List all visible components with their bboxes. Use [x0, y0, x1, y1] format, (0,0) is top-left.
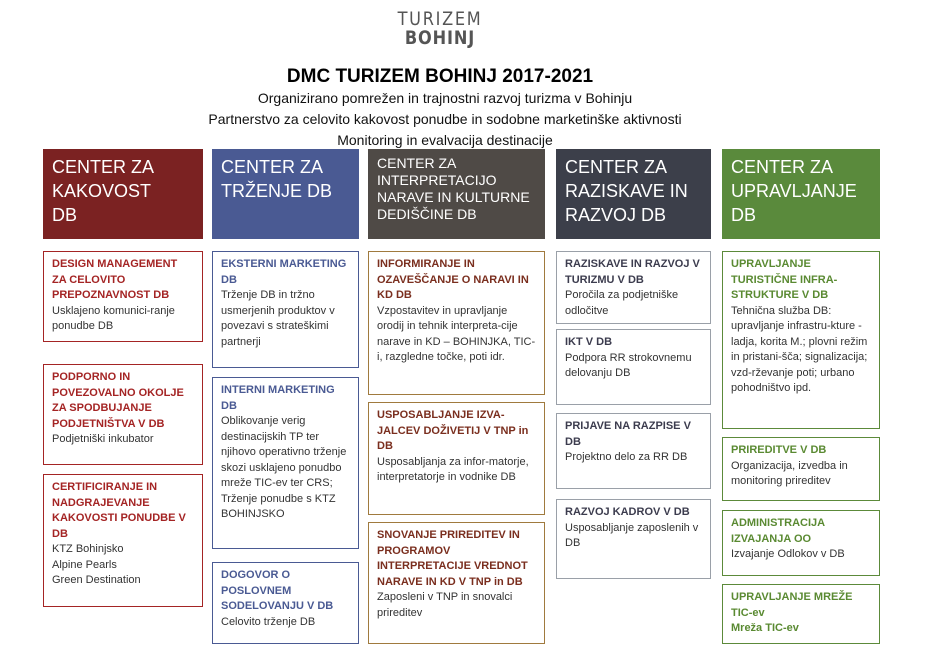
box-title: INTERNI MARKETING DB [221, 384, 335, 412]
box-title: PRIJAVE NA RAZPISE V DB [565, 420, 691, 448]
logo-line-1: TURIZEM [397, 8, 483, 30]
box-ikt [556, 329, 711, 405]
box-razvoj-kadrov [556, 499, 711, 579]
turizem-bohinj-logo [380, 8, 500, 49]
box-title: SNOVANJE PRIREDITEV IN PROGRAMOV INTERPRETACIJE VREDNOT NARAVE IN KD V TNP in DB [377, 529, 528, 588]
box-body: Oblikovanje verig destinacijskih TP ter njihovo operativno trženje skozi usklajeno ponudbo mreže TIC-ev ter CRS; Trženje ponudbe s KTZ BOHINJSKO [221, 415, 347, 520]
box-interni-marketing [212, 377, 359, 549]
box-body: Celovito trženje DB [221, 615, 316, 628]
subtitle-1: Organizirano pomrežen in trajnostni razvoj turizma v Bohinju [257, 90, 633, 106]
box-prireditve [722, 437, 880, 501]
box-title: EKSTERNI MARKETING DB [221, 258, 347, 286]
box-title: DOGOVOR O POSLOVNEM SODELOVANJU V DB [221, 569, 334, 612]
box-body: Trženje DB in tržno usmerjenih produktov v povezavi s strateškimi partnerji [221, 289, 335, 348]
header-center-upravljanje: CENTER ZA UPRAVLJANJE DB [722, 149, 880, 239]
header-center-trzenje: CENTER ZA TRŽENJE DB [212, 149, 359, 239]
box-body: Usklajeno komunici-ranje ponudbe DB [52, 304, 175, 332]
box-podporno-okolje [43, 364, 203, 465]
box-snovanje-prireditev [368, 522, 545, 644]
box-administracija [722, 510, 880, 576]
box-body: Organizacija, izvedba in monitoring prireditev [731, 459, 848, 487]
box-title: IKT V DB [565, 336, 613, 348]
box-title: CERTIFICIRANJE IN NADGRAJEVANJE KAKOVOSTI PONUDBE V DB [52, 481, 186, 540]
box-body: KTZ Bohinjsko Alpine Pearls Green Destination [52, 543, 141, 586]
subtitle-3: Monitoring in evalvacija destinacije [337, 132, 553, 148]
box-certificiranje [43, 474, 203, 607]
box-title: USPOSABLJANJE IZVA-JALCEV DOŽIVETIJ V TNP in DB [377, 409, 529, 452]
page-title: DMC TURIZEM BOHINJ 2017-2021 [286, 66, 594, 87]
box-title: UPRAVLJANJE TURISTIČNE INFRA-STRUKTURE V DB [731, 258, 838, 301]
box-body: Izvajanje Odlokov v DB [731, 548, 845, 560]
header-center-raziskave: CENTER ZA RAZISKAVE IN RAZVOJ DB [556, 149, 711, 239]
box-title: INFORMIRANJE IN OZAVEŠČANJE O NARAVI IN KD DB [377, 258, 529, 301]
box-body: Usposabljanja za infor-matorje, interpretatorje in vodnike DB [377, 455, 529, 483]
box-body: Projektno delo za RR DB [565, 451, 688, 463]
header-center-kakovost: CENTER ZA KAKOVOST DB [43, 149, 203, 239]
box-title: PODPORNO IN POVEZOVALNO OKOLJE ZA SPODBUJANJE PODJETNIŠTVA V DB [52, 371, 184, 430]
header-center-interpretacija: CENTER ZA INTERPRETACIJO NARAVE IN KULTURNE DEDIŠČINE DB [368, 149, 545, 239]
box-title: DESIGN MANAGEMENT ZA CELOVITO PREPOZNAVNOST DB [52, 258, 178, 301]
box-title: PRIREDITVE V DB [731, 444, 827, 456]
box-raziskave-razvoj [556, 251, 711, 324]
box-informiranje [368, 251, 545, 395]
logo-line-2: BOHINJ [404, 27, 476, 49]
box-body: Tehnična služba DB: upravljanje infrastru-kture - ladja, korita M.; plovni režim in pristani-šča; signalizacija; vzd-rževanje poti; urbano pohodništvo ipd. [731, 304, 868, 394]
box-title: RAZVOJ KADROV V DB [565, 506, 690, 518]
box-body: Vzpostavitev in upravljanje orodij in tehnik interpreta-cije narave in KD – BOHINJKA, TIC-i, razgledne točke, poti idr. [377, 304, 536, 363]
box-prijave-razpise [556, 413, 711, 489]
box-title: RAZISKAVE IN RAZVOJ V TURIZMU V DB [565, 258, 700, 286]
box-usposabljanje-izvajalcev [368, 402, 545, 515]
box-body: Usposabljanje zaposlenih v DB [565, 521, 699, 549]
box-upravljanje-infrastrukture [722, 251, 880, 429]
box-body: Podjetniški inkubator [52, 433, 154, 445]
box-mreza-tic [722, 584, 880, 644]
box-dogovor-sodelovanje [212, 562, 359, 644]
box-design-management [43, 251, 203, 342]
box-body: Zaposleni v TNP in snovalci prireditev [377, 591, 513, 619]
box-body: Podpora RR strokovnemu delovanju DB [565, 351, 692, 379]
box-title: ADMINISTRACIJA IZVAJANJA OO [731, 517, 825, 545]
subtitle-2: Partnerstvo za celovito kakovost ponudbe in sodobne marketinške aktivnosti [208, 111, 682, 127]
box-body: Poročila za podjetniške odločitve [565, 289, 679, 317]
box-title: UPRAVLJANJE MREŽE TIC-ev Mreža TIC-ev [731, 591, 853, 634]
box-eksterni-marketing [212, 251, 359, 368]
